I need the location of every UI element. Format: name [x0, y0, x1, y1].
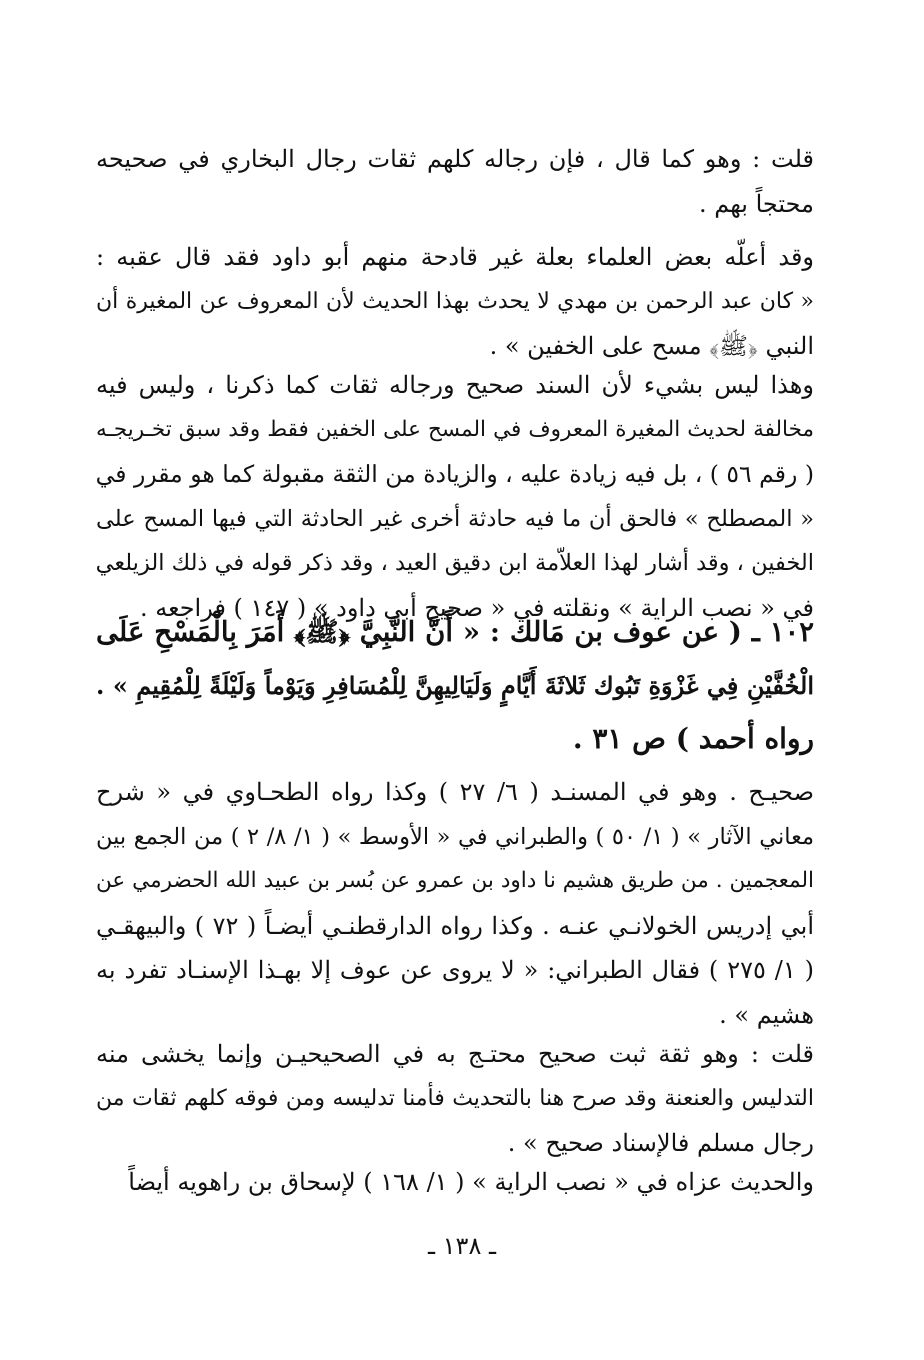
text-line: رجال مسلم فالإسناد صحيح » .: [507, 1129, 814, 1157]
text-line: وهذا ليس بشيء لأن السند صحيح ورجاله ثقات كما ذكرنا ، وليس فيه: [96, 371, 814, 399]
text-line: مخالفة لحديث المغيرة المعروف في المسح على الخفين فقط وقد سبق تخـريجـه: [96, 416, 814, 442]
text-line: التدليس والعنعنة وقد صرح هنا بالتحديث فأمنا تدليسه ومن فوقه كلهم ثقات من: [96, 1085, 814, 1111]
paragraph-comment-1: [96, 137, 814, 226]
text-line: المعجمين . من طريق هشيم نا داود بن عمرو عن بُسر بن عبيد الله الحضرمي عن: [96, 868, 814, 893]
text-line: الْخُفَّيْنِ فِي غَزْوَةِ تَبُوك ثَلاثَةَ أَيَّامٍ وَلَيَالِيهِنَّ لِلْمُسَافِرِ وَيَوْماً وَلَيْلَةً لِلْمُقِيمِ » .: [96, 671, 814, 700]
text-line: والحديث عزاه في « نصب الراية » ( ١/ ١٦٨ ) لإسحاق بن راهويه أيضاً: [128, 1168, 814, 1196]
page-number: ـ ١٣٨ ـ: [427, 1232, 496, 1260]
text-line: « كان عبد الرحمن بن مهدي لا يحدث بهذا الحديث لأن المعروف عن المغيرة أن: [96, 288, 814, 314]
paragraph-rebuttal: [96, 363, 814, 630]
paragraph-criticism: [96, 235, 814, 369]
paragraph-takhrij: [96, 770, 814, 1037]
text-line: هشيم » .: [719, 1000, 814, 1029]
text-line: ( ١/ ٢٧٥ ) فقال الطبراني: « لا يروى عن عوف إلا بهـذا الإسنـاد تفرد به: [96, 956, 814, 984]
text-line: قلت : وهو ثقة ثبت صحيح محتـج به في الصحيحيـن وإنما يخشى منه: [96, 1040, 814, 1068]
text-line: صحيـح . وهو في المسنـد ( ٦/ ٢٧ ) وكذا رواه الطحـاوي في « شرح: [96, 778, 814, 806]
hadith-102: [96, 606, 814, 765]
text-line: « المصطلح » فالحق أن ما فيه حادثة أخرى غير الحادثة التي فيها المسح على: [96, 505, 814, 532]
text-line: قلت : وهو كما قال ، فإن رجاله كلهم ثقات رجال البخاري في صحيحه: [96, 145, 814, 173]
text-line: معاني الآثار » ( ١/ ٥٠ ) والطبراني في « الأوسط » ( ١/ ٨/ ٢ ) من الجمع بين: [96, 823, 814, 850]
text-line: وقد أعلّه بعض العلماء بعلة غير قادحة منهم أبو داود فقد قال عقبه :: [96, 243, 814, 271]
text-line: محتجاً بهم .: [699, 189, 814, 218]
text-line: رواه أحمد ) ص ٣١ .: [572, 722, 814, 755]
text-line: الخفين ، وقد أشار لهذا العلاّمة ابن دقيق العيد ، وقد ذكر قوله في ذلك الزيلعي: [96, 550, 814, 576]
text-line: النبي ﴿ﷺ﴾ مسح على الخفين » .: [489, 332, 814, 360]
paragraph-comment-2: [96, 1032, 814, 1166]
text-line: في « نصب الراية » ونقلته في « صحيح أبي داود » ( ١٤٧ ) فراجعه .: [140, 593, 814, 622]
text-line: أبي إدريس الخولانـي عنـه . وكذا رواه الدارقطنـي أيضـاً ( ٧٢ ) والبيهقـي: [96, 911, 814, 940]
paragraph-continuation: [96, 1160, 814, 1205]
text-line: ( رقم ٥٦ ) ، بل فيه زيادة عليه ، والزيادة من الثقة مقبولة كما هو مقرر في: [96, 460, 814, 488]
text-line: ١٠٢ ـ ( عن عوف بن مَالك : « أَنَّ النَّبِيَّ ﴿ﷺ﴾ أَمَرَ بِالْمَسْحِ عَلَى: [96, 616, 814, 648]
